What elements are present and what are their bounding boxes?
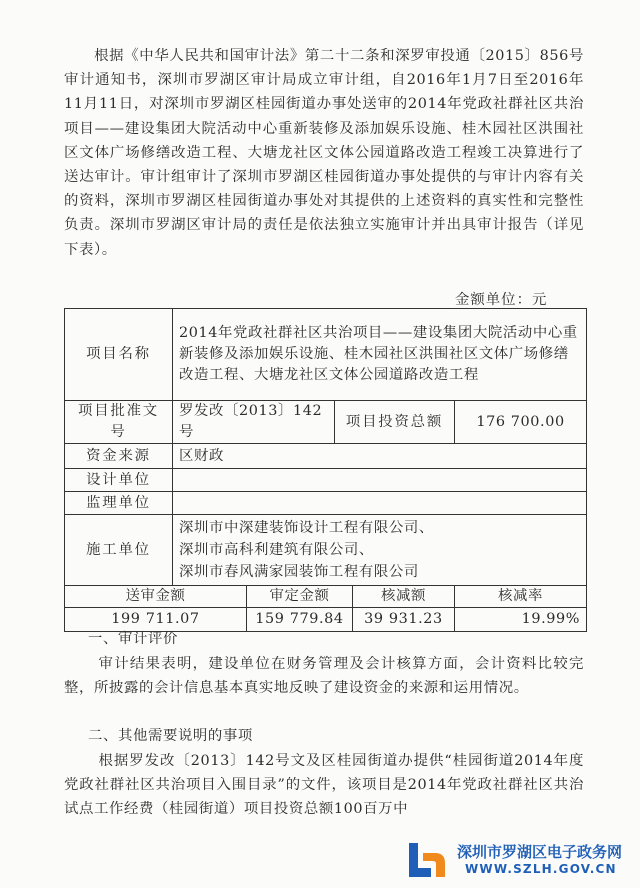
row-design-unit bbox=[65, 469, 587, 492]
fund-source-value: 区财政 bbox=[173, 444, 587, 469]
section2-title: 二、其他需要说明的事项 bbox=[88, 728, 253, 744]
design-unit-label: 设计单位 bbox=[65, 469, 173, 492]
construction-unit-label: 施工单位 bbox=[65, 515, 173, 586]
construction-unit-2: 深圳市高科利建筑有限公司、 bbox=[179, 542, 374, 558]
logo-site-name: 深圳市罗湖区电子政务网 bbox=[457, 843, 623, 861]
section2-text: 根据罗发改〔2013〕142号文及区桂园街道办提供“桂园街道2014年度党政社群社区共治项目入围目录”的文件，该项目是2014年党政社群社区共治试点工作经费（桂园街道）项目投资总额100百万中 bbox=[64, 753, 584, 818]
section1-text: 审计结果表明，建设单位在财务管理及会计核算方面，会计资料比较完整，所披露的会计信息基本真实地反映了建设资金的来源和运用情况。 bbox=[64, 656, 584, 697]
summary-header-submitted: 送审金额 bbox=[65, 586, 247, 608]
construction-unit-values bbox=[173, 515, 587, 586]
site-watermark-logo bbox=[405, 833, 637, 888]
audit-table bbox=[64, 308, 587, 632]
summary-value-rate: 19.99% bbox=[455, 608, 587, 632]
row-supervision-unit bbox=[65, 492, 587, 515]
approval-no-value: 罗发改〔2013〕142号 bbox=[173, 401, 335, 444]
construction-unit-3: 深圳市春风满家园装饰工程有限公司 bbox=[179, 564, 419, 580]
construction-unit-1: 深圳市中深建装饰设计工程有限公司、 bbox=[179, 520, 434, 536]
summary-header-approved: 审定金额 bbox=[247, 586, 353, 608]
row-project-name bbox=[65, 309, 587, 401]
summary-header-rate: 核减率 bbox=[455, 586, 587, 608]
supervision-unit-label: 监理单位 bbox=[65, 492, 173, 515]
row-construction-unit bbox=[65, 515, 587, 586]
section1-title: 一、审计评价 bbox=[88, 631, 178, 647]
summary-header-reduction: 核减额 bbox=[353, 586, 455, 608]
row-approval bbox=[65, 401, 587, 444]
project-name-value: 2014年党政社群社区共治项目——建设集团大院活动中心重新装修及添加娱乐设施、桂木园社区洪围社区文体广场修缮改造工程、大塘龙社区文体公园道路改造工程 bbox=[173, 309, 587, 401]
lh-logo-icon bbox=[405, 835, 453, 883]
design-unit-value bbox=[173, 469, 587, 492]
logo-site-url: WWW.SZLH.GOV.CN bbox=[465, 862, 617, 876]
amount-unit: 金额单位：元 bbox=[455, 292, 548, 308]
row-fund-source bbox=[65, 444, 587, 469]
investment-value: 176 700.00 bbox=[455, 401, 587, 444]
investment-label: 项目投资总额 bbox=[335, 401, 455, 444]
summary-value-reduction: 39 931.23 bbox=[353, 608, 455, 632]
approval-no-label: 项目批准文号 bbox=[65, 401, 173, 444]
row-summary-headers bbox=[65, 586, 587, 608]
fund-source-label: 资金来源 bbox=[65, 444, 173, 469]
summary-value-approved: 159 779.84 bbox=[247, 608, 353, 632]
intro-paragraph: 根据《中华人民共和国审计法》第二十二条和深罗审投通〔2015〕856号审计通知书，深圳市罗湖区审计局成立审计组，自2016年1月7日至2016年11月11日，对深圳市罗湖区桂园街道办事处送审的2014年党政社群社区共治项目——建设集团大院活动中心重新装修及添加娱乐设施、桂木园社区洪围社区文体广场修缮改造工程、大塘龙社区文体公园道路改造工程竣工决算进行了送达审计。审计组审计了深圳市罗湖区桂园街道办事处提供的与审计内容有关的资料，深圳市罗湖区桂园街道办事处对其提供的上述资料的真实性和完整性负责。深圳市罗湖区审计局的责任是依法独立实施审计并出具审计报告（详见下表）。 bbox=[64, 48, 584, 258]
supervision-unit-value bbox=[173, 492, 587, 515]
summary-value-submitted: 199 711.07 bbox=[65, 608, 247, 632]
project-name-label: 项目名称 bbox=[65, 309, 173, 401]
